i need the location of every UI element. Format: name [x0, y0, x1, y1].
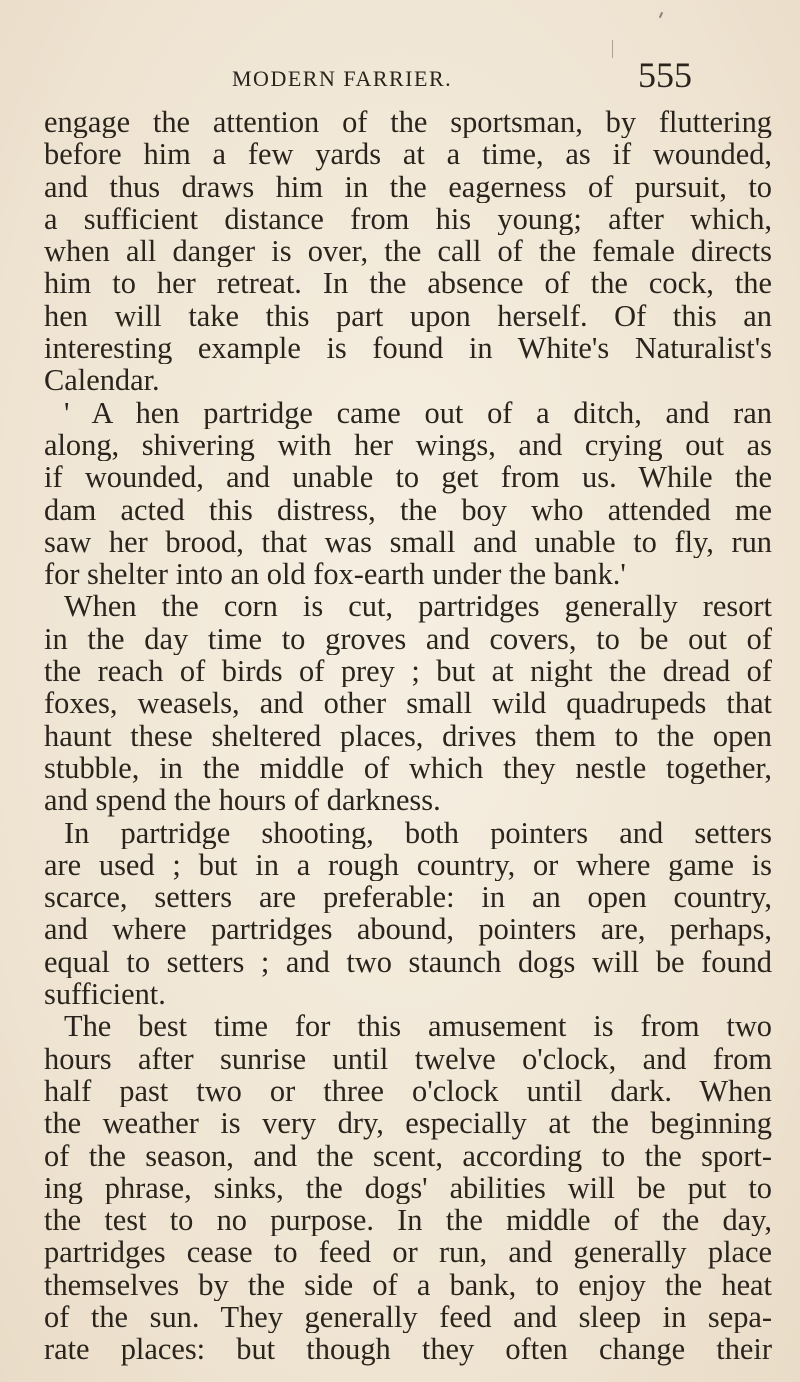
text-line: The best time for this amusement is from two: [64, 1010, 772, 1043]
text-line: partridges cease to feed or run, and generally place: [44, 1236, 772, 1269]
text-line: along, shivering with her wings, and crying out as: [44, 428, 772, 462]
text-line: hen will take this part upon herself. Of this an: [44, 299, 772, 333]
text-line: and spend the hours of darkness.: [44, 783, 441, 818]
text-line: and thus draws him in the eagerness of pursuit, to: [44, 170, 772, 203]
text-line: dam acted this distress, the boy who attended me: [44, 493, 772, 526]
text-line: ' A hen partridge came out of a ditch, and ran: [64, 396, 772, 429]
text-line: foxes, weasels, and other small wild quadrupeds that: [44, 687, 772, 720]
page-number: 555: [638, 55, 692, 95]
body-text: [44, 106, 772, 1366]
text-line: haunt these sheltered places, drives them to the open: [44, 719, 772, 752]
text-line: of the sun. They generally feed and sleep in sepa-: [44, 1300, 772, 1334]
text-line: in the day time to groves and covers, to be out of: [44, 622, 772, 656]
text-line: and where partridges abound, pointers are, perhaps,: [44, 913, 772, 946]
text-line: for shelter into an old fox-earth under the bank.': [44, 557, 626, 592]
text-line: scarce, setters are preferable: in an open country,: [44, 881, 772, 914]
print-speck: [659, 12, 663, 18]
text-line: the test to no purpose. In the middle of the day,: [44, 1204, 772, 1237]
text-line: are used ; but in a rough country, or where game is: [44, 848, 772, 882]
text-line: interesting example is found in White's Naturalist's: [44, 332, 772, 365]
text-line: saw her brood, that was small and unable to fly, run: [44, 525, 772, 559]
text-line: engage the attention of the sportsman, by fluttering: [44, 106, 772, 139]
text-line: hours after sunrise until twelve o'clock, and from: [44, 1042, 772, 1075]
text-line: themselves by the side of a bank, to enjoy the heat: [44, 1268, 772, 1301]
text-line: the weather is very dry, especially at the beginning: [44, 1107, 772, 1140]
text-line: a sufficient distance from his young; after which,: [44, 202, 772, 236]
text-line: sufficient.: [44, 977, 166, 1012]
page-header: [0, 52, 800, 95]
text-line: if wounded, and unable to get from us. While the: [44, 461, 772, 494]
text-line: half past two or three o'clock until dark. When: [44, 1074, 772, 1108]
text-line: him to her retreat. In the absence of the cock, the: [44, 267, 772, 300]
text-line: equal to setters ; and two staunch dogs will be found: [44, 945, 772, 979]
running-head: MODERN FARRIER.: [232, 66, 453, 91]
text-line: ing phrase, sinks, the dogs' abilities will be put to: [44, 1171, 772, 1205]
text-line: the reach of birds of prey ; but at night the dread of: [44, 655, 772, 688]
text-line: stubble, in the middle of which they nestle together,: [44, 751, 772, 785]
text-line: rate places: but though they often change their: [44, 1333, 772, 1366]
text-line: of the season, and the scent, according to the sport-: [44, 1139, 772, 1172]
text-line: when all danger is over, the call of the female directs: [44, 235, 772, 268]
text-line: Calendar.: [44, 363, 160, 398]
text-line: before him a few yards at a time, as if wounded,: [44, 138, 772, 171]
text-line: When the corn is cut, partridges generally resort: [64, 590, 772, 623]
text-line: In partridge shooting, both pointers and setters: [64, 816, 772, 849]
print-speck: [612, 40, 613, 58]
